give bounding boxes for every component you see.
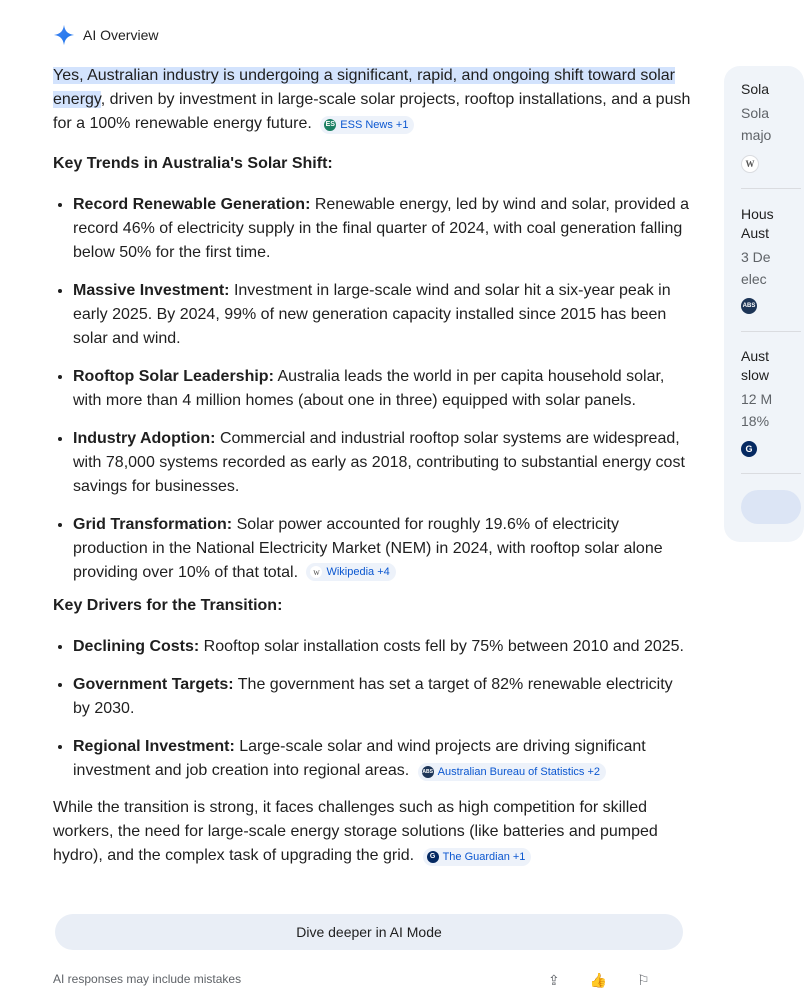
trends-list [53,192,693,585]
closing-paragraph: While the transition is strong, it faces challenges such as high competition for skilled workers, the need for large-scale energy storage solutions (like batteries and pumped hydro), and the complex task of upgrading the grid. G The Guardian +1 [53,799,658,864]
source-card[interactable]: Aust slow 12 M 18% [741,348,773,429]
show-all-button[interactable] [741,490,801,524]
source-chip-wikipedia[interactable]: w Wikipedia +4 [306,563,395,581]
overview-content [53,64,693,868]
intro-text: , driven by investment in large-scale solar projects, rooftop installations, and a push for a 100% renewable energy future. [53,91,691,132]
footer-disclaimer: AI responses may include mistakes [53,972,242,986]
list-item: • Declining Costs: Rooftop solar installation costs fell by 75% between 2010 and 2025. [73,634,693,659]
abs-icon: ABS [741,298,757,314]
source-chip-guardian[interactable]: G The Guardian +1 [423,848,532,866]
intro-highlight: Yes, Australian industry is undergoing a significant, rapid, and ongoing shift toward solar energy [53,67,676,108]
guardian-icon: G [741,441,757,457]
divider [741,331,801,332]
thumbs-up-icon[interactable]: 👍 [589,972,608,988]
wikipedia-icon: w [310,566,322,578]
ess-news-icon: ES [324,119,336,131]
share-icon[interactable]: ⇪ [548,972,560,988]
sources-panel [724,66,804,542]
header-title: AI Overview [83,27,159,43]
dive-deeper-button[interactable]: Dive deeper in AI Mode [55,914,683,950]
trends-heading: Key Trends in Australia's Solar Shift: [53,155,333,172]
list-item: • Rooftop Solar Leadership: Australia leads the world in per capita household solar, with more than 4 million homes (about one in three) equipped with solar panels. [73,364,693,413]
abs-icon: ABS [422,766,434,778]
list-item: • Massive Investment: Investment in large-scale wind and solar hit a six-year peak in early 2025. By 2024, 99% of new generation capacity installed since 2015 has been solar and wind. [73,278,693,351]
source-chip-ess[interactable]: ES ESS News +1 [320,116,414,134]
list-item: • Regional Investment: Large-scale solar and wind projects are driving significant investment and job creation into regional areas. ABS Australian Bureau of Statistics +2 [73,734,693,783]
list-item: • Government Targets: The government has set a target of 82% renewable electricity by 2030. [73,672,693,721]
sparkle-icon [53,24,75,46]
source-card[interactable]: Hous Aust 3 De elec [741,206,774,287]
feedback-actions [548,972,650,989]
drivers-list [53,634,693,783]
divider [741,188,801,189]
list-item: • Grid Transformation: Solar power accounted for roughly 19.6% of electricity production in the National Electricity Market (NEM) in 2024, with rooftop solar alone providing over 10% of that total. w Wikipedia +4 [73,512,693,585]
list-item: • Industry Adoption: Commercial and industrial rooftop solar systems are widespread, with 78,000 systems recorded as early as 2018, contributing to substantial energy cost savings for businesses. [73,426,693,499]
intro-paragraph [53,64,693,136]
list-item: • Record Renewable Generation: Renewable energy, led by wind and solar, provided a record 46% of electricity supply in the final quarter of 2024, with coal generation falling below 50% for the first time. [73,192,693,265]
drivers-heading: Key Drivers for the Transition: [53,597,283,614]
ai-overview-header [53,24,158,46]
source-chip-abs[interactable]: ABS Australian Bureau of Statistics +2 [418,763,606,781]
source-card[interactable]: Sola Sola majo [741,81,772,143]
divider [741,473,801,474]
guardian-icon: G [427,851,439,863]
wikipedia-icon: W [741,155,759,173]
report-icon[interactable]: ⚐ [637,972,650,988]
